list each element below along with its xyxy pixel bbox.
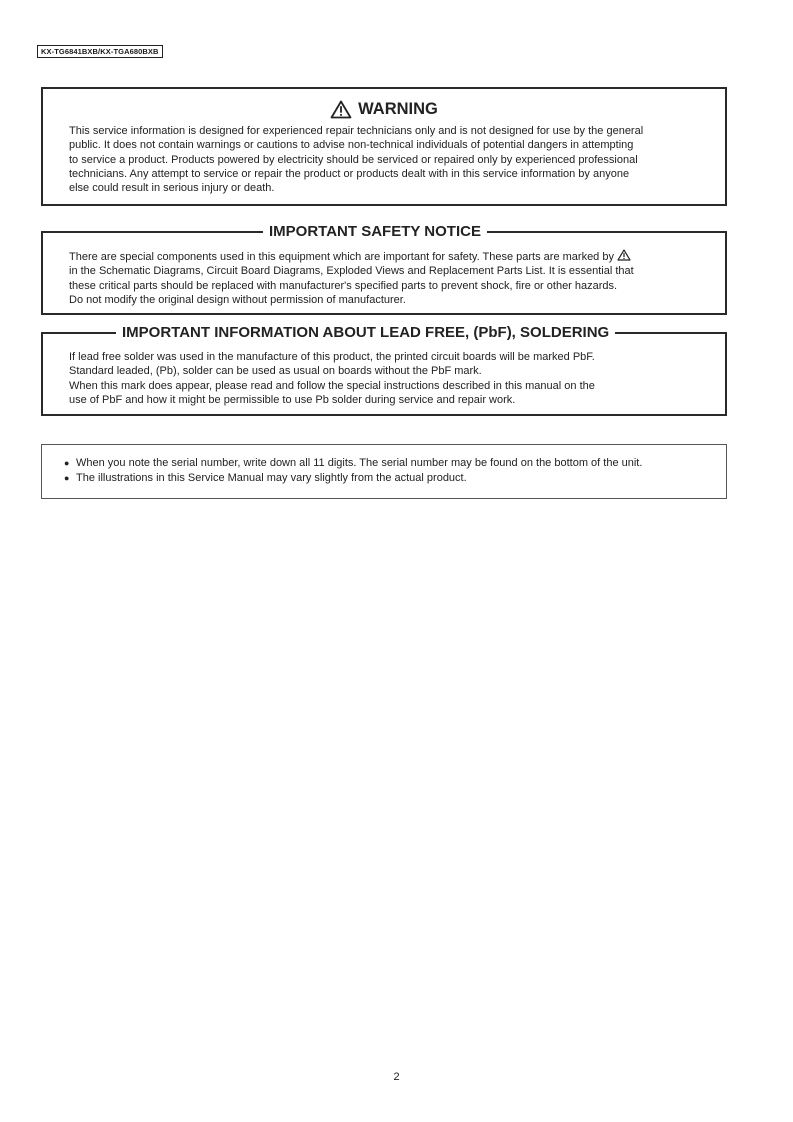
- warning-line: else could result in serious injury or death.: [69, 182, 275, 195]
- bullet-icon: ●: [64, 458, 70, 468]
- warning-title: WARNING: [358, 99, 438, 118]
- warning-line: technicians. Any attempt to service or repair the product or products dealt with in this service information by anyone: [69, 167, 630, 180]
- lead-free-line: use of PbF and how it might be permissible to use Pb solder during service and repair work.: [69, 393, 516, 406]
- warning-line: public. It does not contain warnings or cautions to advise non-technical individuals of potential dangers in attempting: [69, 139, 634, 152]
- warning-line: to service a product. Products powered by electricity should be serviced or repaired only by experienced professional: [69, 153, 638, 166]
- safety-notice-title: IMPORTANT SAFETY NOTICE: [263, 222, 487, 242]
- warning-triangle-icon: [330, 100, 352, 119]
- bullet-icon: ●: [64, 473, 70, 483]
- lead-free-line: When this mark does appear, please read and follow the special instructions described in this manual on the: [69, 379, 595, 392]
- warning-triangle-icon: [617, 249, 631, 261]
- safety-notice-box: [41, 223, 727, 315]
- safety-line: Do not modify the original design without permission of manufacturer.: [69, 293, 406, 306]
- safety-line: [69, 249, 634, 264]
- safety-line: in the Schematic Diagrams, Circuit Board Diagrams, Exploded Views and Replacement Parts List. It is essential that: [69, 265, 634, 278]
- safety-notice-text: [69, 249, 634, 307]
- lead-free-box: [41, 324, 727, 416]
- safety-line-text: There are special components used in this equipment which are important for safety. These parts are marked by: [69, 251, 614, 263]
- page-number: 2: [393, 1071, 400, 1083]
- note-text: When you note the serial number, write down all 11 digits. The serial number may be found on the bottom of the unit.: [76, 457, 643, 469]
- list-item: [64, 471, 642, 486]
- lead-free-line: Standard leaded, (Pb), solder can be used as usual on boards without the PbF mark.: [69, 365, 482, 378]
- notes-box: [41, 444, 727, 499]
- lead-free-line: If lead free solder was used in the manufacture of this product, the printed circuit boards will be marked PbF.: [69, 351, 595, 363]
- list-item: [64, 456, 642, 471]
- notes-list: [64, 456, 642, 486]
- warning-heading: [43, 98, 725, 120]
- model-number-label: KX-TG6841BXB/KX-TGA680BXB: [37, 45, 163, 58]
- lead-free-title: IMPORTANT INFORMATION ABOUT LEAD FREE, (PbF), SOLDERING: [116, 323, 615, 343]
- safety-line: these critical parts should be replaced with manufacturer's specified parts to prevent shock, fire or other hazards.: [69, 279, 618, 292]
- warning-text: [69, 124, 643, 195]
- warning-line: This service information is designed for experienced repair technicians only and is not designed for use by the general: [69, 125, 644, 137]
- lead-free-text: [69, 350, 595, 407]
- note-text: The illustrations in this Service Manual may vary slightly from the actual product.: [76, 472, 467, 484]
- warning-box: [41, 87, 727, 206]
